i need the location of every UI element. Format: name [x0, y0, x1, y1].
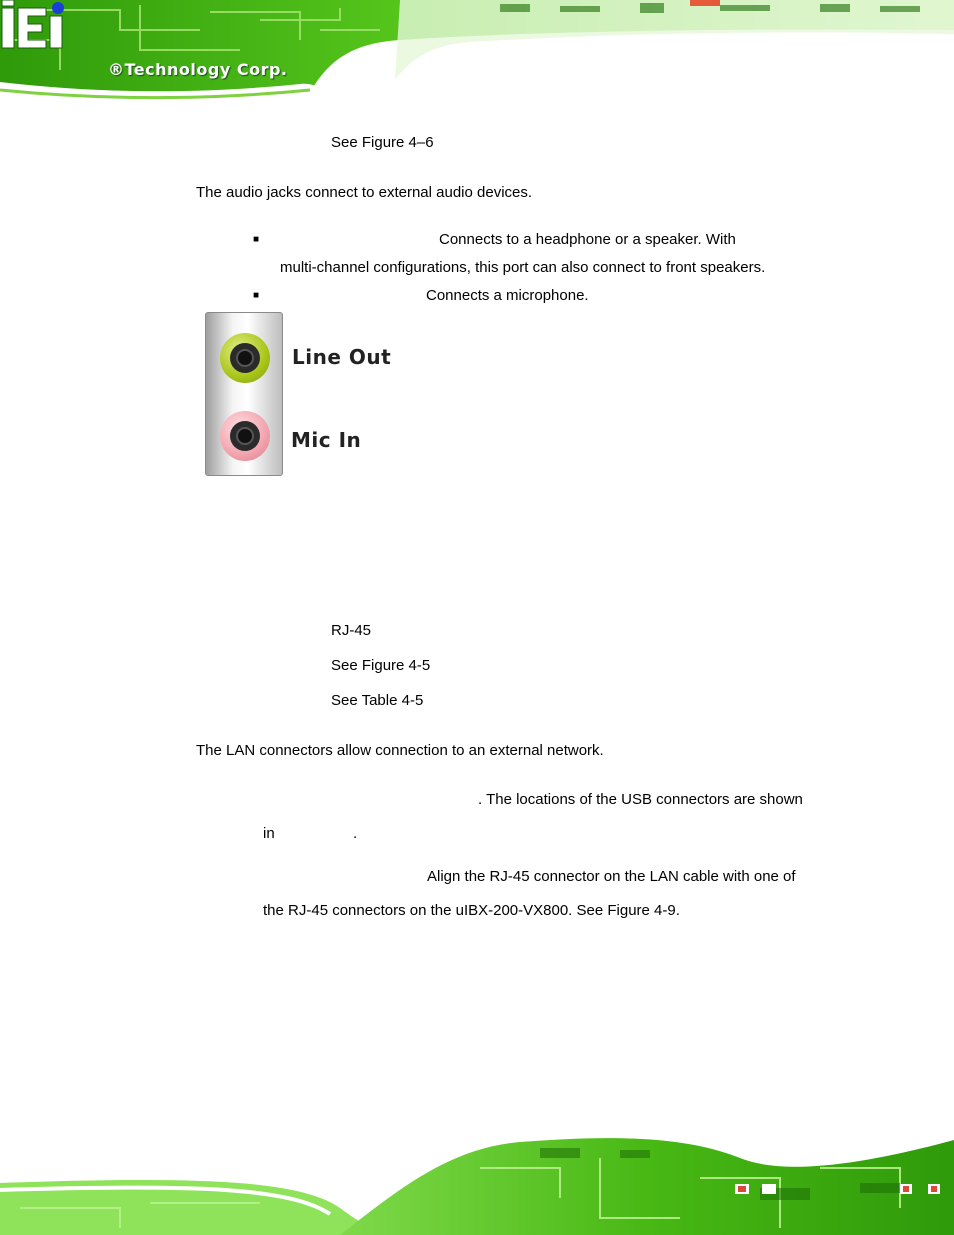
- lan-step-1-end: .: [353, 825, 358, 842]
- iei-logo: [0, 0, 68, 50]
- line-out-jack-icon: [220, 333, 270, 383]
- lan-step-1-line-1: . The locations of the USB connectors are shown: [478, 791, 803, 808]
- lan-description: The LAN connectors allow connection to an external network.: [196, 742, 604, 759]
- lan-connector-type: RJ-45: [331, 622, 372, 639]
- audio-description: The audio jacks connect to external audio devices.: [196, 184, 533, 201]
- brand-text: ®Technology Corp.: [108, 60, 288, 79]
- lan-step-2-line-2: the RJ-45 connectors on the uIBX-200-VX800. See Figure 4-9.: [263, 902, 680, 919]
- mic-in-label: Mic In: [291, 428, 362, 452]
- lan-step-2-line-1: Align the RJ-45 connector on the LAN cable with one of: [427, 868, 796, 885]
- circuit-board-graphic: [0, 1128, 954, 1235]
- lan-location-ref: See Figure 4-5: [331, 657, 431, 674]
- mic-in-jack-icon: [220, 411, 270, 461]
- audio-figure-ref: See Figure 4–6: [331, 134, 434, 151]
- lan-step-1-in: in: [263, 825, 275, 842]
- audio-jack-panel: [205, 312, 283, 476]
- header-banner: [0, 0, 954, 112]
- audio-bullet-2: Connects a microphone.: [426, 287, 589, 304]
- audio-bullet-1-continuation: multi-channel configurations, this port can also connect to front speakers.: [280, 259, 766, 276]
- line-out-label: Line Out: [292, 345, 392, 369]
- lan-pinout-ref: See Table 4-5: [331, 692, 424, 709]
- audio-bullet-1: Connects to a headphone or a speaker. With: [439, 231, 736, 248]
- bullet-icon: ■: [253, 234, 260, 245]
- footer-banner: [0, 1128, 954, 1235]
- bullet-icon: ■: [253, 290, 260, 301]
- circuit-board-graphic: [0, 0, 954, 112]
